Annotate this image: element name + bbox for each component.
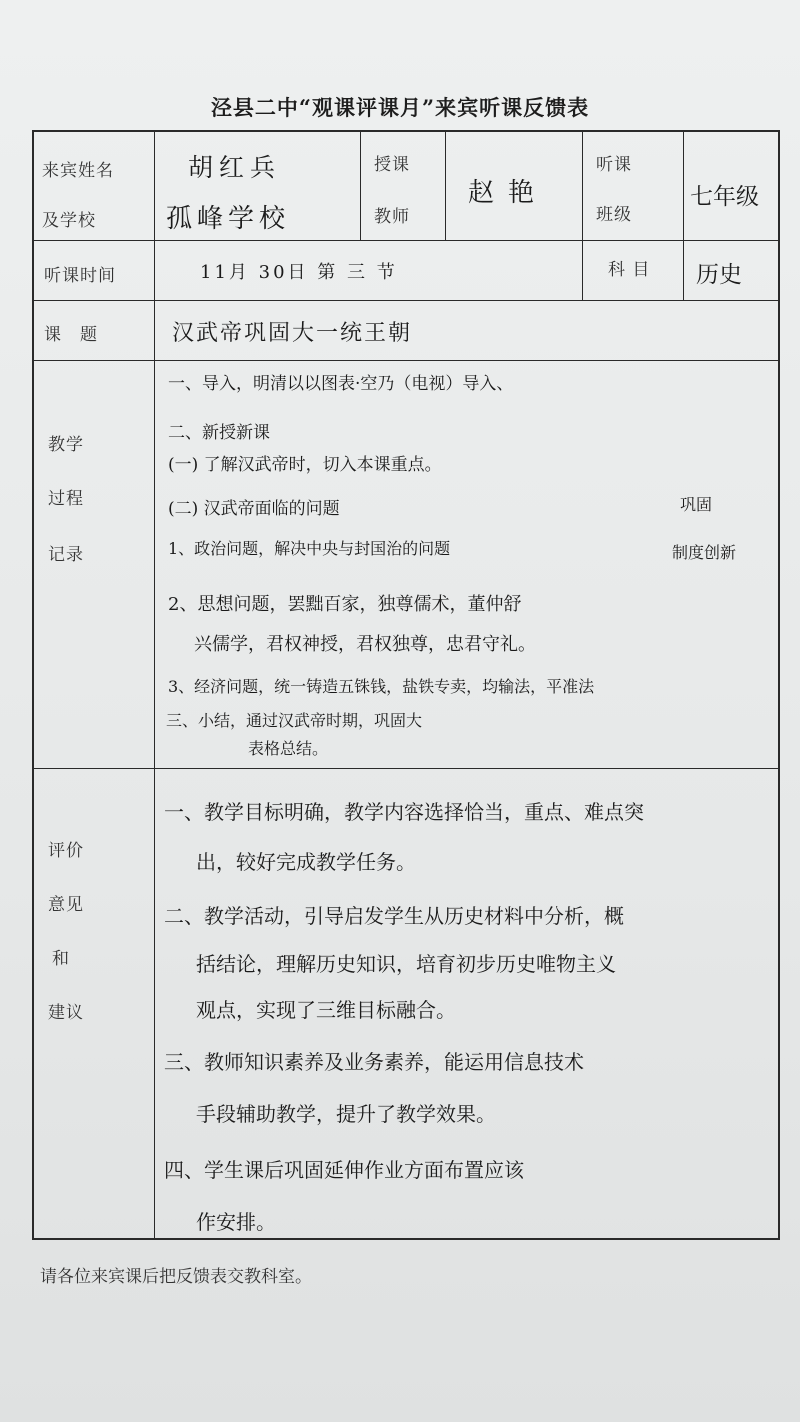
col-divider xyxy=(154,130,155,1240)
process-line: 二、新授新课 xyxy=(168,423,270,443)
eval-line: 二、教学活动，引导启发学生从历史材料中分析，概 xyxy=(164,904,624,928)
guest-name-value: 胡红兵 xyxy=(188,153,282,182)
class-label: 听课 xyxy=(596,155,632,175)
col-divider xyxy=(683,130,684,300)
process-line: 一、导入，明清以以图表·空乃（电视）导入、 xyxy=(168,374,514,394)
process-line: 三、小结，通过汉武帝时期，巩固大 xyxy=(166,711,423,730)
row-divider xyxy=(32,240,780,241)
form-title: 泾县二中“观课评课月”来宾听课反馈表 xyxy=(210,95,590,120)
footer-note: 请各位来宾课后把反馈表交教科室。 xyxy=(40,1267,312,1287)
time-label: 听课时间 xyxy=(44,266,116,286)
process-line: 巩固 xyxy=(680,495,713,514)
eval-label: 评价 xyxy=(48,841,84,861)
subject-value: 历史 xyxy=(696,262,742,288)
eval-line: 一、教学目标明确，教学内容选择恰当，重点、难点突 xyxy=(164,800,644,824)
teacher-value: 赵艳 xyxy=(468,178,549,208)
guest-school-label: 及学校 xyxy=(42,211,96,231)
class-label-2: 班级 xyxy=(596,205,632,225)
process-line: 3、经济问题，统一铸造五铢钱，盐铁专卖，均输法，平准法 xyxy=(168,677,595,696)
teacher-label: 授课 xyxy=(374,155,410,175)
eval-label-4: 建议 xyxy=(48,1003,84,1023)
process-line: (二) 汉武帝面临的问题 xyxy=(168,499,340,519)
eval-line: 出，较好完成教学任务。 xyxy=(196,850,416,874)
guest-school-value: 孤峰学校 xyxy=(166,204,291,234)
process-line: 1、政治问题，解决中央与封国治的问题 xyxy=(168,539,451,558)
process-line: (一) 了解汉武帝时，切入本课重点。 xyxy=(168,455,442,475)
row-divider xyxy=(32,360,780,361)
process-line: 制度创新 xyxy=(672,543,737,562)
teacher-label-2: 教师 xyxy=(374,207,410,227)
eval-line: 四、学生课后巩固延伸作业方面布置应该 xyxy=(164,1158,524,1182)
eval-line: 手段辅助教学，提升了教学效果。 xyxy=(196,1102,496,1126)
process-line: 2、思想问题，罢黜百家，独尊儒术，董仲舒 xyxy=(168,594,522,615)
eval-label-3: 和 xyxy=(52,949,70,969)
process-label-3: 记录 xyxy=(48,545,84,565)
row-divider xyxy=(32,300,780,301)
eval-line: 作安排。 xyxy=(196,1210,276,1234)
topic-value: 汉武帝巩固大一统王朝 xyxy=(172,321,413,346)
col-divider xyxy=(360,130,361,240)
eval-label-2: 意见 xyxy=(48,895,84,915)
col-divider xyxy=(445,130,446,240)
col-divider xyxy=(582,130,583,300)
process-line: 兴儒学，君权神授，君权独尊，忠君守礼。 xyxy=(194,634,536,655)
row-divider xyxy=(32,768,780,769)
eval-line: 观点，实现了三维目标融合。 xyxy=(196,998,456,1022)
process-label-2: 过程 xyxy=(48,489,84,509)
time-value: 11月 30日 第 三 节 xyxy=(200,262,398,283)
guest-name-label: 来宾姓名 xyxy=(42,161,114,181)
process-line: 表格总结。 xyxy=(248,739,329,758)
subject-label: 科 目 xyxy=(608,260,651,280)
process-label: 教学 xyxy=(48,435,84,455)
class-value: 七年级 xyxy=(690,184,759,210)
eval-line: 括结论，理解历史知识，培育初步历史唯物主义 xyxy=(196,952,616,976)
topic-label: 课 题 xyxy=(44,325,98,345)
eval-line: 三、教师知识素养及业务素养，能运用信息技术 xyxy=(164,1050,584,1074)
